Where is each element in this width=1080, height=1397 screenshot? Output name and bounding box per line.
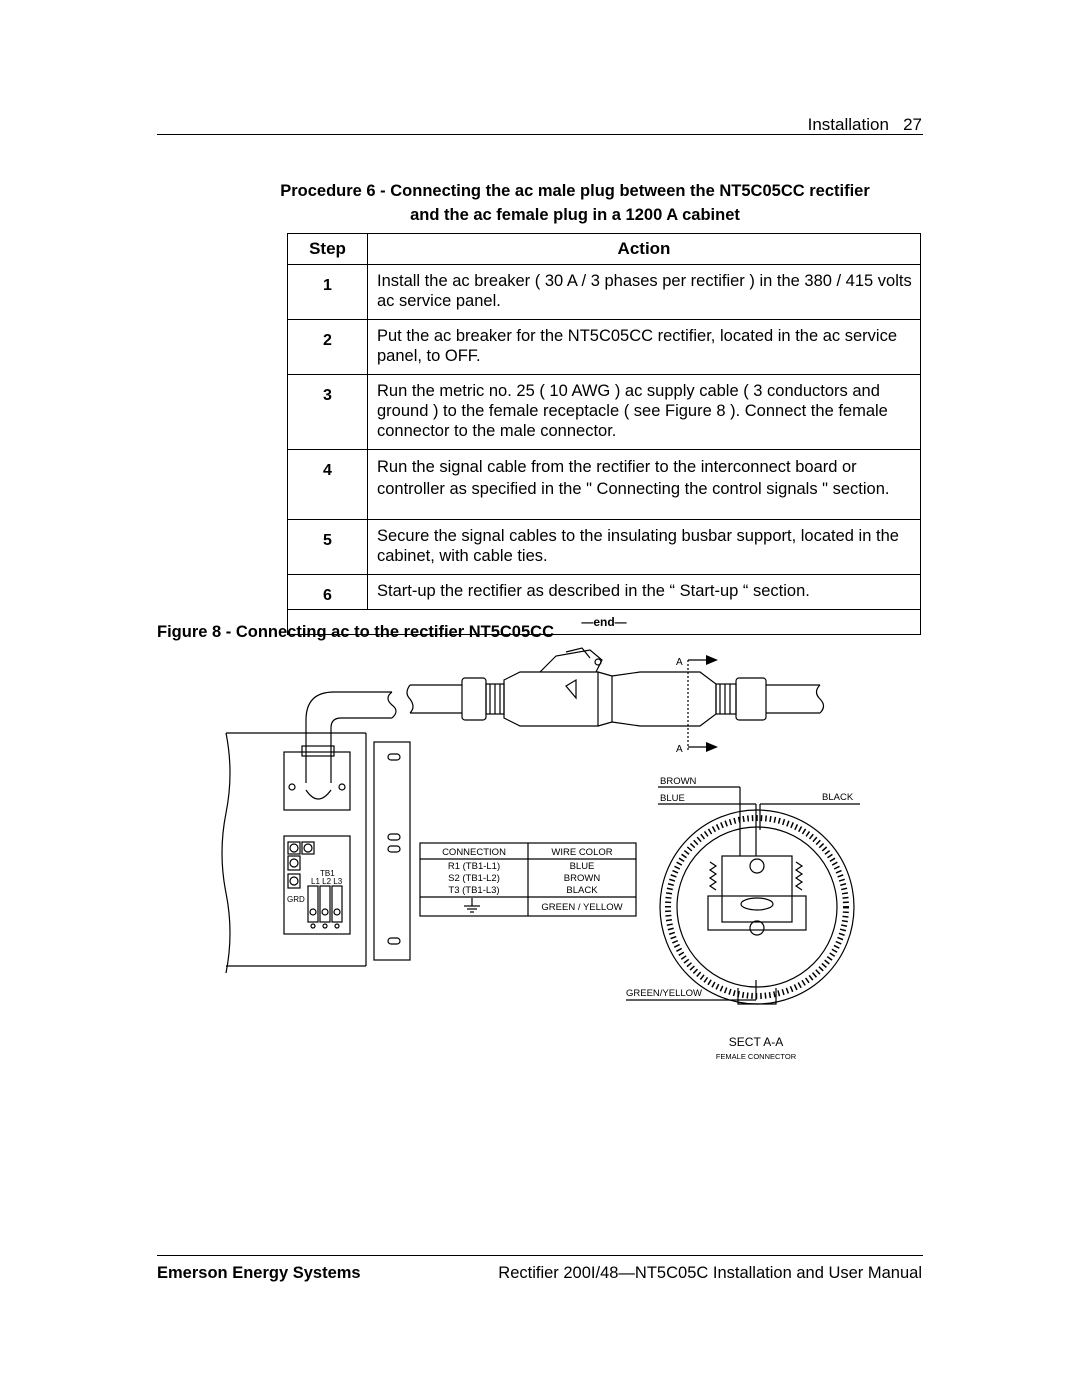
wire-table-cell: T3 (TB1-L3) bbox=[448, 885, 500, 896]
wire-table-cell: BLUE bbox=[569, 861, 595, 872]
wire-table-cell: BROWN bbox=[563, 873, 601, 884]
terminals-label: L1 L2 L3 bbox=[311, 877, 343, 886]
step-column-header: Step bbox=[288, 234, 368, 265]
section-subtitle: FEMALE CONNECTOR bbox=[715, 1052, 797, 1061]
black-wire-label: BLACK bbox=[822, 792, 854, 803]
wire-table-cell: R1 (TB1-L1) bbox=[447, 861, 501, 872]
section-marker-top: A bbox=[676, 657, 683, 668]
procedure-title-line2: and the ac female plug in a 1200 A cabinet bbox=[410, 206, 740, 224]
step-number: 1 bbox=[288, 265, 368, 320]
step-action: Start-up the rectifier as described in the “ Start-up “ section. bbox=[368, 575, 921, 610]
page-number: 27 bbox=[903, 115, 922, 134]
procedure-title-line1: Procedure 6 - Connecting the ac male plug between the NT5C05CC rectifier bbox=[280, 182, 870, 200]
step-number: 5 bbox=[288, 520, 368, 575]
wire-table-cell: S2 (TB1-L2) bbox=[448, 873, 500, 884]
blue-wire-label: BLUE bbox=[660, 793, 685, 804]
footer-rule bbox=[157, 1255, 923, 1256]
wire-table-header-connection: CONNECTION bbox=[442, 847, 506, 858]
section-marker-bottom: A bbox=[676, 744, 683, 755]
wire-table-cell: GREEN / YELLOW bbox=[541, 902, 623, 913]
step-number: 3 bbox=[288, 375, 368, 450]
arrow-icon bbox=[706, 742, 718, 752]
step-action: Run the metric no. 25 ( 10 AWG ) ac supply cable ( 3 conductors and ground ) to the female receptacle ( see Figure 8 ). Connect the female connector to the male connector. bbox=[368, 375, 921, 450]
header-section: Installation bbox=[807, 115, 889, 134]
step-action: Put the ac breaker for the NT5C05CC rectifier, located in the ac service panel, to OFF. bbox=[368, 320, 921, 375]
end-marker: —end— bbox=[288, 610, 921, 635]
wire-table-header-color: WIRE COLOR bbox=[551, 847, 613, 858]
footer-manual-title: Rectifier 200I/48—NT5C05C Installation and User Manual bbox=[498, 1264, 922, 1282]
step-number: 4 bbox=[288, 450, 368, 520]
step-number: 2 bbox=[288, 320, 368, 375]
brown-wire-label: BROWN bbox=[660, 776, 697, 787]
step-number: 6 bbox=[288, 575, 368, 610]
step-action: Run the signal cable from the rectifier to the interconnect board or controller as specified in the " Connecting the control signals " section. bbox=[368, 450, 921, 520]
action-column-header: Action bbox=[368, 234, 921, 265]
footer-company: Emerson Energy Systems bbox=[157, 1264, 361, 1282]
green-yellow-wire-label: GREEN/YELLOW bbox=[626, 988, 703, 999]
conduit-outer bbox=[306, 692, 392, 783]
figure-title: Figure 8 - Connecting ac to the rectifier NT5C05CC bbox=[157, 623, 554, 641]
tb1-label: TB1 bbox=[320, 869, 335, 878]
wire-table-cell: BLACK bbox=[566, 885, 598, 896]
conduit-inner bbox=[331, 718, 392, 783]
step-action: Install the ac breaker ( 30 A / 3 phases per rectifier ) in the 380 / 415 volts ac service panel. bbox=[368, 265, 921, 320]
ground-label: GRD bbox=[287, 895, 305, 904]
arrow-icon bbox=[706, 655, 718, 665]
step-action: Secure the signal cables to the insulating busbar support, located in the cabinet, with cable ties. bbox=[368, 520, 921, 575]
section-title: SECT A-A bbox=[728, 1035, 784, 1049]
